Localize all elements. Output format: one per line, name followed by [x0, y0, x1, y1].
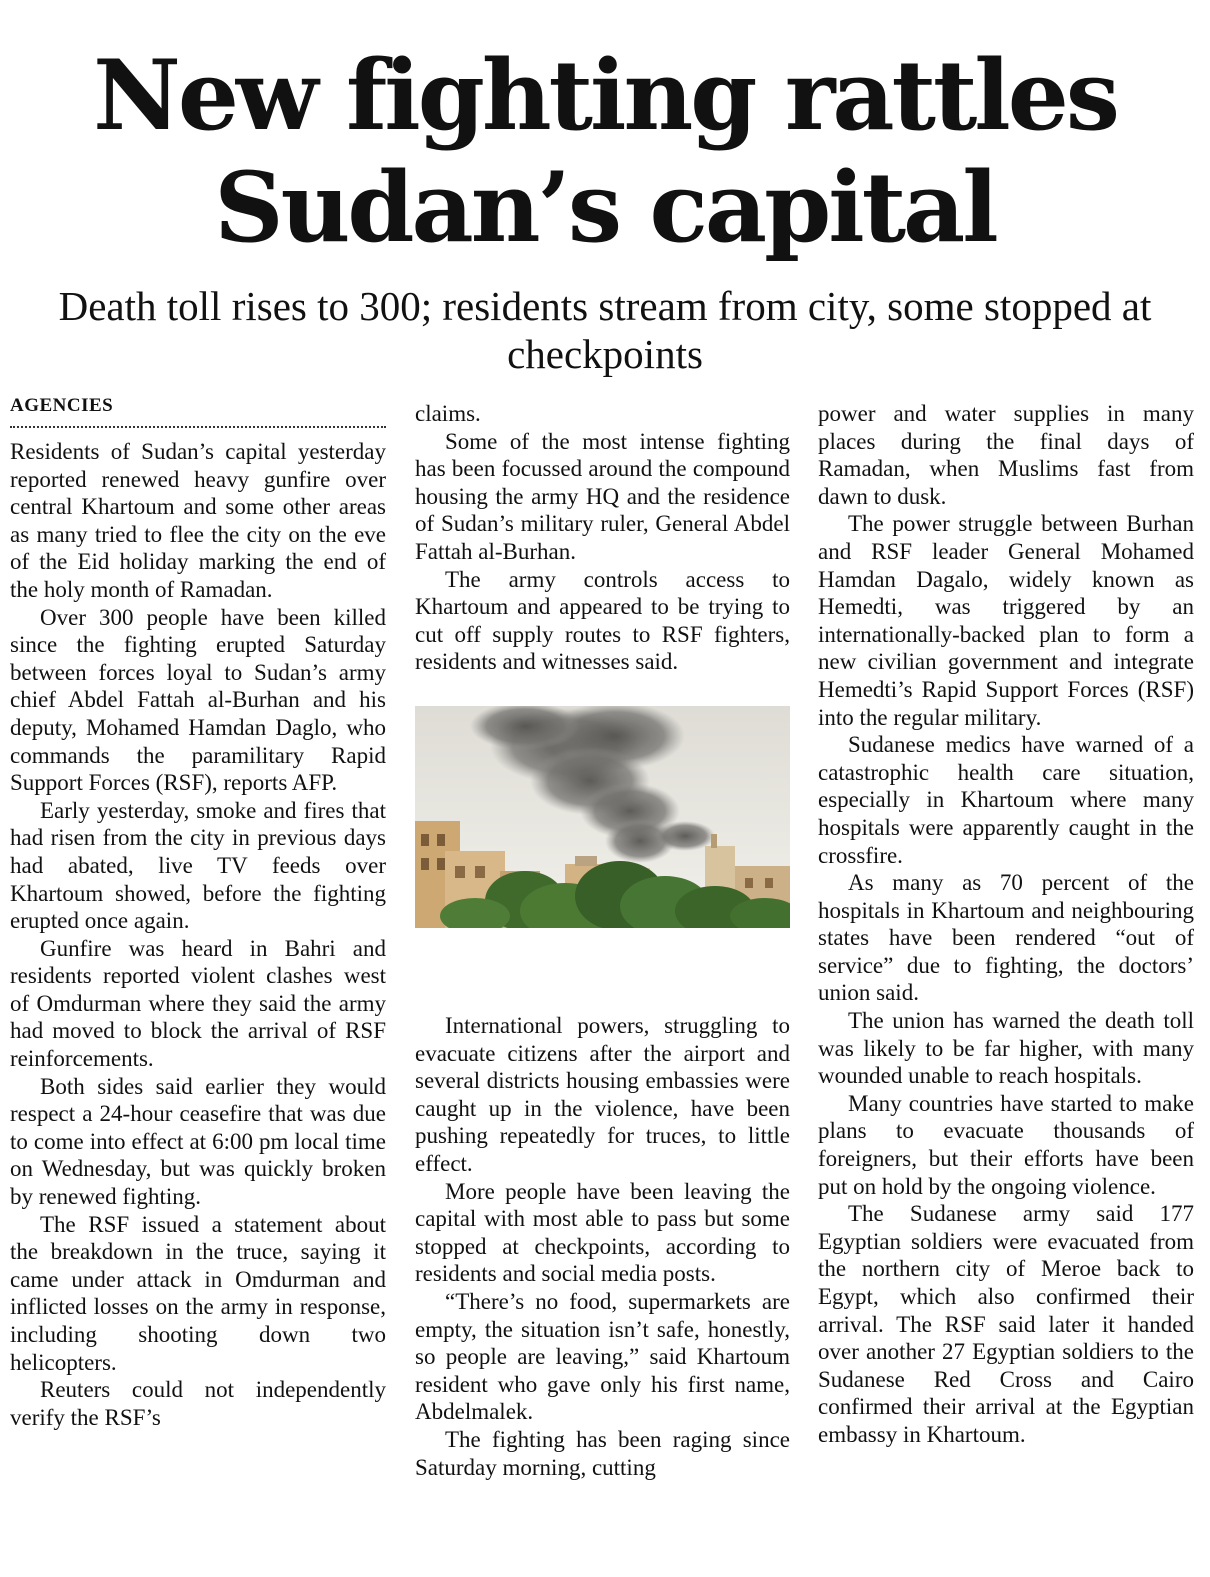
article-column-2	[415, 400, 790, 1570]
news-photo-smoke-over-khartoum	[415, 706, 790, 928]
paragraph: The fighting has been raging since Saturday morning, cutting	[415, 1426, 790, 1480]
paragraph: The union has warned the death toll was likely to be far higher, with many wounded unable to reach hospitals.	[818, 1008, 1194, 1089]
article-column-3	[818, 400, 1194, 1570]
paragraph: The RSF issued a statement about the breakdown in the truce, saying it came under attack in Omdurman and inflicted losses on the army in response, including shooting down two helicopters.	[10, 1211, 386, 1375]
paragraph: Reuters could not independently verify the RSF’s	[10, 1377, 386, 1430]
paragraph: More people have been leaving the capital with most able to pass but some stopped at checkpoints, according to residents and social media posts.	[415, 1178, 790, 1287]
paragraph: power and water supplies in many places during the final days of Ramadan, when Muslims fast from dawn to dusk.	[818, 401, 1194, 509]
paragraph: Early yesterday, smoke and fires that had risen from the city in previous days had abated, live TV feeds over Khartoum showed, before the fighting erupted once again.	[10, 797, 386, 934]
deck-subheadline: Death toll rises to 300; residents stream from city, some stopped at checkpoints	[58, 283, 1152, 377]
paragraph: International powers, struggling to evacuate citizens after the airport and several districts housing embassies were caught up in the violence, have been pushing repeatedly for truces, to little effect.	[415, 1013, 790, 1176]
paragraph: Some of the most intense fighting has been focussed around the compound housing the army HQ and the residence of Sudan’s military ruler, General Abdel Fattah al-Burhan.	[415, 428, 790, 564]
paragraph: The army controls access to Khartoum and appeared to be trying to cut off supply routes to RSF fighters, residents and witnesses said.	[415, 566, 790, 675]
article-column-1	[10, 394, 386, 1564]
headline: New fighting rattles Sudan’s capital	[93, 39, 1117, 264]
paragraph: Gunfire was heard in Bahri and residents reported violent clashes west of Omdurman where they said the army had moved to block the arrival of RSF reinforcements.	[10, 935, 386, 1072]
paragraph: As many as 70 percent of the hospitals in Khartoum and neighbouring states have been rendered “out of service” due to fighting, the doctors’ union said.	[818, 870, 1194, 1006]
paragraph: Residents of Sudan’s capital yesterday reported renewed heavy gunfire over central Khartoum and some other areas as many tried to flee the city on the eve of the Eid holiday marking the end of the holy month of Ramadan.	[10, 439, 386, 602]
paragraph: Sudanese medics have warned of a catastrophic health care situation, especially in Khartoum where many hospitals were apparently caught in the crossfire.	[818, 732, 1194, 868]
paragraph: The Sudanese army said 177 Egyptian soldiers were evacuated from the northern city of Meroe back to Egypt, which also confirmed their arrival. The RSF said later it handed over another 27 Egyptian soldiers to the Sudanese Red Cross and Cairo confirmed their arrival at the Egyptian embassy in Khartoum.	[818, 1201, 1194, 1447]
paragraph: Many countries have started to make plans to evacuate thousands of foreigners, but their efforts have been put on hold by the ongoing violence.	[818, 1090, 1194, 1199]
paragraph: Both sides said earlier they would respect a 24-hour ceasefire that was due to come into effect at 6:00 pm local time on Wednesday, but was quickly broken by renewed fighting.	[10, 1073, 386, 1210]
paragraph: The power struggle between Burhan and RSF leader General Mohamed Hamdan Dagalo, widely known as Hemedti, was triggered by an internationally-backed plan to form a new civilian government and integrate Hemedti’s Rapid Support Forces (RSF) into the regular military.	[818, 511, 1194, 730]
paragraph: claims.	[415, 401, 481, 426]
byline: AGENCIES	[10, 394, 386, 428]
paragraph: “There’s no food, supermarkets are empty, the situation isn’t safe, honestly, so people are leaving,” said Khartoum resident who gave only his first name, Abdelmalek.	[415, 1288, 790, 1425]
paragraph: Over 300 people have been killed since the fighting erupted Saturday between forces loyal to Sudan’s army chief Abdel Fattah al-Burhan and his deputy, Mohamed Hamdan Daglo, who commands the paramilitary Rapid Support Forces (RSF), reports AFP.	[10, 604, 386, 796]
